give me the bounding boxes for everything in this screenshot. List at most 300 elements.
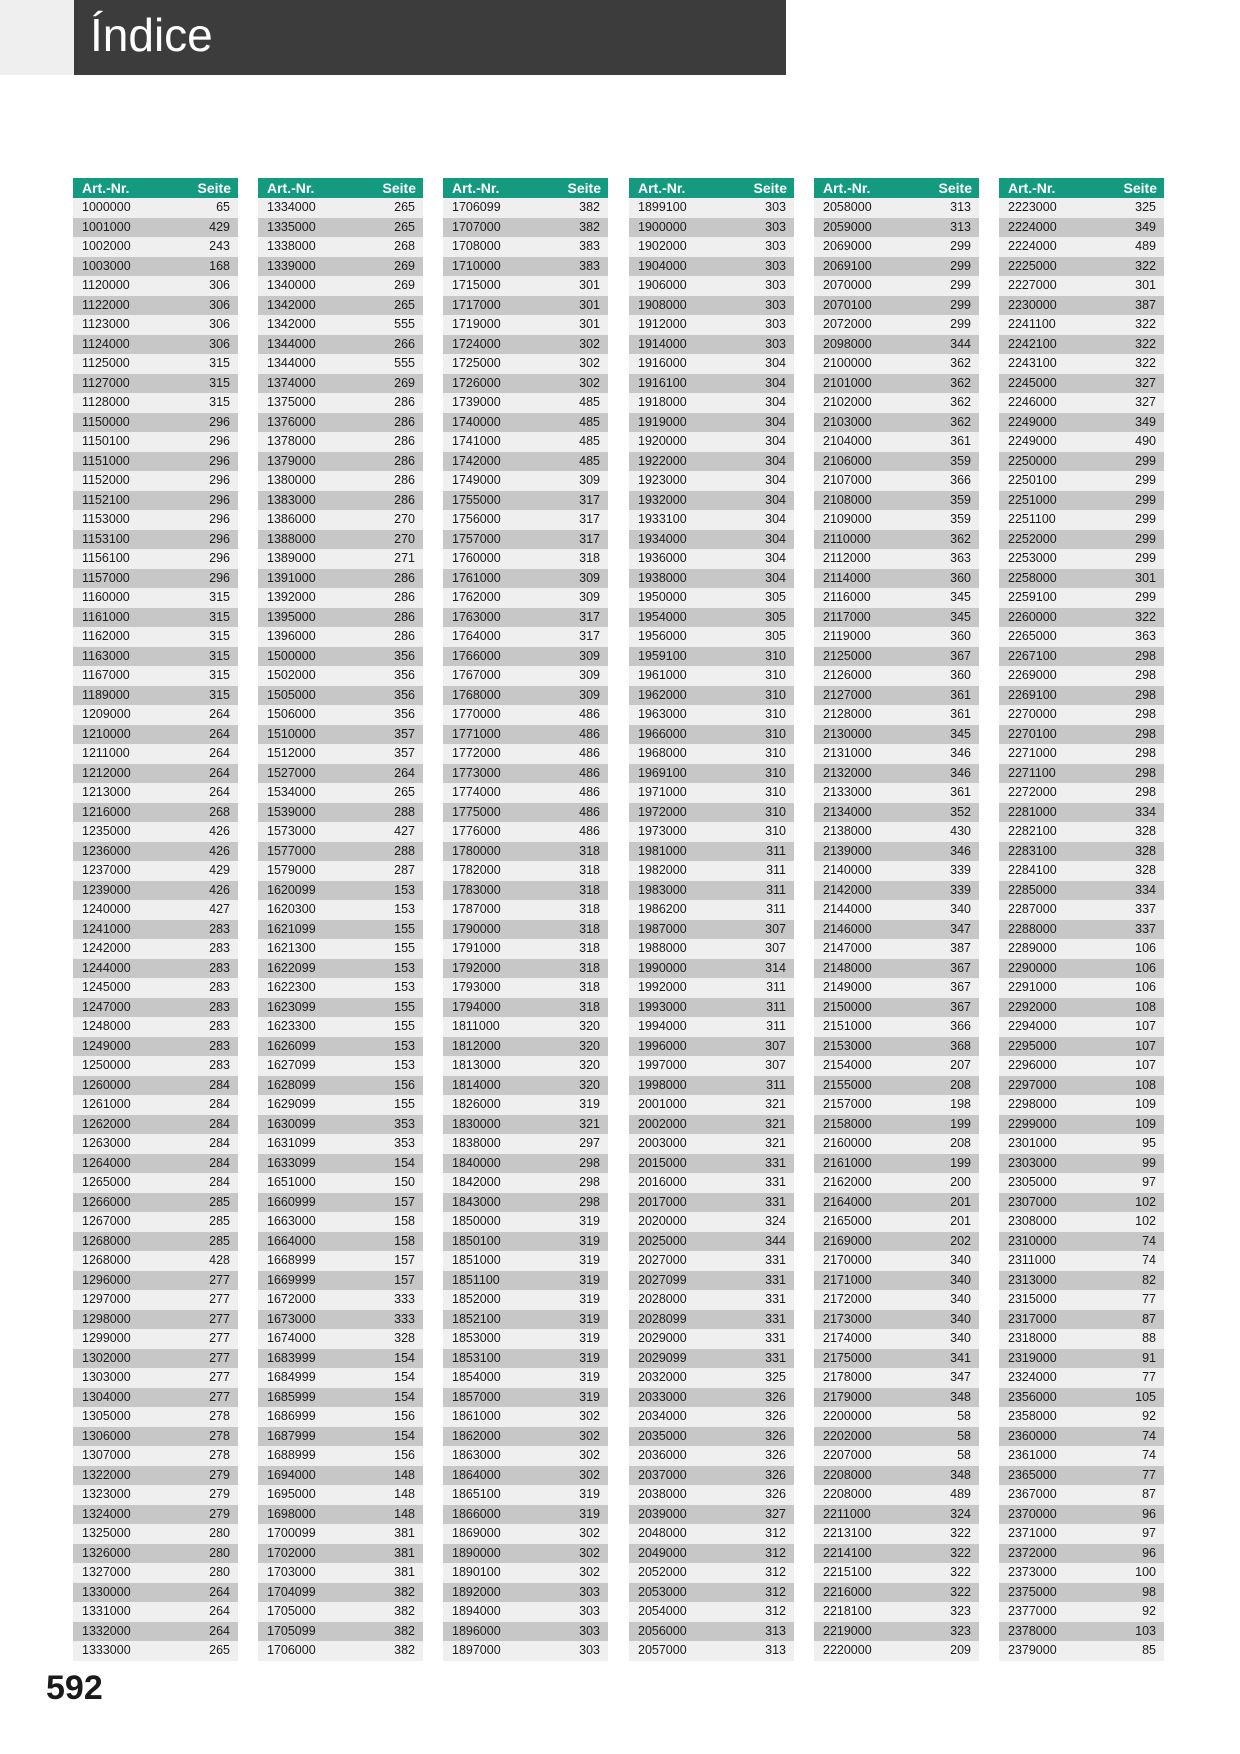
- art-nr-cell: 2028099: [638, 1311, 687, 1326]
- art-nr-cell: 1830000: [452, 1116, 501, 1131]
- table-row: [73, 939, 238, 959]
- art-nr-cell: 1933100: [638, 512, 687, 526]
- seite-cell: 307: [765, 941, 786, 955]
- table-row: [814, 1154, 979, 1174]
- table-row: [258, 978, 423, 998]
- table-row: [999, 257, 1164, 277]
- table-row: [443, 861, 608, 881]
- table-row: [73, 822, 238, 842]
- seite-cell: 304: [765, 512, 786, 526]
- table-row: [73, 1115, 238, 1135]
- table-row: [73, 237, 238, 257]
- seite-cell: 277: [209, 1272, 230, 1287]
- seite-cell: 319: [579, 1506, 600, 1521]
- seite-cell: 284: [209, 1155, 230, 1170]
- art-nr-cell: 2116000: [823, 590, 871, 604]
- table-row: [629, 471, 794, 491]
- index-column: [258, 178, 423, 1661]
- art-nr-cell: 2027000: [638, 1253, 687, 1267]
- art-nr-cell: 2208000: [823, 1467, 872, 1482]
- art-nr-cell: 2285000: [1008, 882, 1057, 897]
- art-nr-cell: 1250000: [82, 1058, 131, 1072]
- table-row: [999, 1641, 1164, 1661]
- table-row: [443, 744, 608, 764]
- seite-cell: 283: [209, 1038, 230, 1053]
- seite-cell: 322: [1135, 317, 1156, 331]
- seite-cell: 315: [209, 590, 230, 604]
- table-row: [443, 510, 608, 530]
- table-row: [999, 803, 1164, 823]
- seite-cell: 158: [394, 1214, 415, 1228]
- art-nr-cell: 2305000: [1008, 1175, 1057, 1189]
- seite-cell: 310: [765, 824, 786, 838]
- table-row: [258, 1173, 423, 1193]
- art-nr-header: Art.-Nr.: [823, 180, 871, 196]
- table-row: [999, 1115, 1164, 1135]
- table-row: [258, 276, 423, 296]
- art-nr-cell: 2057000: [638, 1643, 687, 1657]
- table-row: [73, 764, 238, 784]
- art-nr-cell: 2150000: [823, 999, 872, 1014]
- table-row: [258, 822, 423, 842]
- art-nr-cell: 1153000: [82, 512, 130, 526]
- art-nr-cell: 1674000: [267, 1331, 316, 1345]
- art-nr-cell: 2017000: [638, 1194, 687, 1209]
- table-row: [629, 744, 794, 764]
- seite-cell: 153: [394, 1038, 415, 1053]
- seite-cell: 298: [1135, 687, 1156, 702]
- art-nr-cell: 1342000: [267, 317, 316, 331]
- art-nr-cell: 1626099: [267, 1038, 316, 1053]
- art-nr-cell: 1621300: [267, 941, 316, 955]
- table-row: [258, 1602, 423, 1622]
- art-nr-cell: 1704099: [267, 1584, 316, 1599]
- art-nr-cell: 2158000: [823, 1116, 872, 1131]
- table-row: [443, 491, 608, 511]
- art-nr-cell: 2282100: [1008, 824, 1057, 838]
- table-row: [814, 491, 979, 511]
- seite-cell: 304: [765, 356, 786, 370]
- art-nr-cell: 1380000: [267, 473, 316, 487]
- table-row: [814, 452, 979, 472]
- table-row: [814, 725, 979, 745]
- table-row: [443, 1602, 608, 1622]
- table-row: [73, 959, 238, 979]
- art-nr-cell: 1954000: [638, 609, 687, 624]
- art-nr-cell: 1956000: [638, 629, 687, 643]
- table-row: [999, 1524, 1164, 1544]
- seite-cell: 302: [579, 1409, 600, 1423]
- art-nr-cell: 2241100: [1008, 317, 1056, 331]
- art-nr-cell: 1296000: [82, 1272, 131, 1287]
- art-nr-cell: 1003000: [82, 258, 131, 273]
- table-row: [443, 1232, 608, 1252]
- art-nr-cell: 2207000: [823, 1448, 872, 1462]
- seite-cell: 345: [950, 726, 971, 741]
- art-nr-cell: 2104000: [823, 434, 872, 448]
- table-row: [814, 1173, 979, 1193]
- art-nr-cell: 1573000: [267, 824, 316, 838]
- seite-cell: 381: [394, 1526, 415, 1540]
- seite-cell: 489: [950, 1487, 971, 1501]
- art-nr-cell: 2303000: [1008, 1155, 1057, 1170]
- seite-cell: 331: [765, 1175, 786, 1189]
- table-row: [999, 374, 1164, 394]
- seite-cell: 359: [950, 512, 971, 526]
- seite-cell: 381: [394, 1565, 415, 1579]
- seite-cell: 318: [579, 843, 600, 858]
- header-bar: [74, 0, 786, 75]
- art-nr-cell: 1938000: [638, 570, 687, 585]
- seite-cell: 322: [950, 1526, 971, 1540]
- seite-cell: 74: [1142, 1448, 1156, 1462]
- art-nr-cell: 1342000: [267, 297, 316, 312]
- table-row: [629, 510, 794, 530]
- seite-cell: 427: [209, 902, 230, 916]
- art-nr-cell: 1998000: [638, 1077, 687, 1092]
- seite-cell: 286: [394, 414, 415, 429]
- seite-cell: 307: [765, 921, 786, 936]
- art-nr-cell: 1843000: [452, 1194, 501, 1209]
- table-row: [999, 1076, 1164, 1096]
- seite-cell: 303: [765, 200, 786, 214]
- seite-cell: 485: [579, 414, 600, 429]
- art-nr-cell: 1303000: [82, 1370, 131, 1384]
- art-nr-cell: 1920000: [638, 434, 687, 448]
- seite-cell: 283: [209, 1058, 230, 1072]
- seite-cell: 327: [1135, 395, 1156, 409]
- table-row: [814, 549, 979, 569]
- seite-cell: 426: [209, 882, 230, 897]
- art-nr-cell: 1987000: [638, 921, 687, 936]
- table-row: [258, 257, 423, 277]
- table-row: [73, 647, 238, 667]
- table-row: [629, 335, 794, 355]
- table-row: [73, 1154, 238, 1174]
- art-nr-cell: 1386000: [267, 512, 316, 526]
- table-row: [73, 1641, 238, 1661]
- table-row: [629, 1095, 794, 1115]
- art-nr-cell: 2134000: [823, 804, 872, 819]
- seite-cell: 340: [950, 1253, 971, 1267]
- art-nr-cell: 1760000: [452, 551, 501, 565]
- seite-cell: 74: [1142, 1233, 1156, 1248]
- art-nr-cell: 1623099: [267, 999, 316, 1014]
- art-nr-cell: 2162000: [823, 1175, 872, 1189]
- seite-cell: 279: [209, 1487, 230, 1501]
- table-row: [258, 1544, 423, 1564]
- art-nr-cell: 2251000: [1008, 492, 1057, 507]
- art-nr-cell: 2069000: [823, 239, 872, 253]
- seite-cell: 279: [209, 1467, 230, 1482]
- table-row: [443, 1154, 608, 1174]
- seite-cell: 324: [765, 1214, 786, 1228]
- seite-cell: 298: [1135, 746, 1156, 760]
- seite-cell: 352: [950, 804, 971, 819]
- art-nr-cell: 1685999: [267, 1389, 316, 1404]
- seite-cell: 321: [765, 1116, 786, 1131]
- table-row: [629, 666, 794, 686]
- table-row: [999, 725, 1164, 745]
- table-row: [999, 1407, 1164, 1427]
- table-row: [999, 978, 1164, 998]
- art-nr-cell: 2218100: [823, 1604, 872, 1618]
- table-row: [258, 1154, 423, 1174]
- art-nr-cell: 2025000: [638, 1233, 687, 1248]
- art-nr-cell: 1776000: [452, 824, 501, 838]
- seite-cell: 301: [1135, 570, 1156, 585]
- art-nr-cell: 2319000: [1008, 1350, 1057, 1365]
- table-row: [73, 1193, 238, 1213]
- table-row: [443, 335, 608, 355]
- seite-cell: 296: [209, 492, 230, 507]
- table-row: [73, 861, 238, 881]
- table-row: [814, 978, 979, 998]
- art-nr-cell: 1002000: [82, 239, 131, 253]
- table-row: [258, 1056, 423, 1076]
- table-row: [443, 315, 608, 335]
- seite-cell: 155: [394, 1097, 415, 1111]
- table-row: [73, 686, 238, 706]
- table-row: [443, 452, 608, 472]
- column-header: [443, 178, 608, 198]
- seite-cell: 383: [579, 258, 600, 273]
- art-nr-cell: 1152000: [82, 473, 130, 487]
- table-row: [73, 510, 238, 530]
- art-nr-cell: 1787000: [452, 902, 501, 916]
- art-nr-cell: 1125000: [82, 356, 130, 370]
- table-row: [814, 1134, 979, 1154]
- art-nr-cell: 1919000: [638, 414, 687, 429]
- art-nr-cell: 1579000: [267, 863, 316, 877]
- seite-cell: 357: [394, 746, 415, 760]
- table-row: [443, 764, 608, 784]
- table-row: [629, 705, 794, 725]
- table-row: [629, 1251, 794, 1271]
- seite-cell: 311: [766, 980, 786, 994]
- art-nr-cell: 1539000: [267, 804, 316, 819]
- seite-cell: 309: [579, 648, 600, 663]
- seite-cell: 317: [579, 512, 600, 526]
- table-row: [814, 1388, 979, 1408]
- table-row: [443, 198, 608, 218]
- seite-cell: 367: [950, 960, 971, 975]
- table-row: [73, 1583, 238, 1603]
- seite-cell: 310: [765, 804, 786, 819]
- table-row: [258, 881, 423, 901]
- art-nr-cell: 1906000: [638, 278, 687, 292]
- table-row: [814, 276, 979, 296]
- art-nr-cell: 1383000: [267, 492, 316, 507]
- table-row: [443, 686, 608, 706]
- art-nr-cell: 1241000: [82, 921, 131, 936]
- art-nr-cell: 2317000: [1008, 1311, 1057, 1326]
- art-nr-cell: 1972000: [638, 804, 687, 819]
- seite-cell: 344: [765, 1233, 786, 1248]
- table-row: [999, 1505, 1164, 1525]
- table-row: [629, 998, 794, 1018]
- art-nr-cell: 1864000: [452, 1467, 501, 1482]
- seite-cell: 286: [394, 590, 415, 604]
- seite-header: Seite: [197, 180, 231, 196]
- seite-cell: 322: [1135, 609, 1156, 624]
- seite-cell: 326: [765, 1448, 786, 1462]
- seite-cell: 315: [209, 648, 230, 663]
- art-nr-cell: 1770000: [452, 707, 501, 721]
- art-nr-header: Art.-Nr.: [452, 180, 500, 196]
- seite-cell: 154: [394, 1428, 415, 1443]
- table-row: [629, 530, 794, 550]
- table-row: [814, 335, 979, 355]
- seite-cell: 279: [209, 1506, 230, 1521]
- table-row: [73, 1173, 238, 1193]
- table-row: [443, 1212, 608, 1232]
- seite-cell: 157: [394, 1272, 415, 1287]
- art-nr-cell: 1852100: [452, 1311, 501, 1326]
- art-nr-cell: 1167000: [82, 668, 130, 682]
- seite-cell: 318: [579, 921, 600, 936]
- art-nr-cell: 2101000: [823, 375, 872, 390]
- art-nr-cell: 1813000: [452, 1058, 501, 1072]
- art-nr-cell: 1505000: [267, 687, 316, 702]
- table-row: [814, 1485, 979, 1505]
- seite-cell: 298: [1135, 707, 1156, 721]
- table-row: [258, 647, 423, 667]
- art-nr-cell: 2179000: [823, 1389, 872, 1404]
- art-nr-cell: 1237000: [82, 863, 131, 877]
- art-nr-cell: 2223000: [1008, 200, 1057, 214]
- seite-cell: 319: [579, 1487, 600, 1501]
- table-row: [73, 1212, 238, 1232]
- art-nr-cell: 1156100: [82, 551, 130, 565]
- art-nr-cell: 1993000: [638, 999, 687, 1014]
- seite-cell: 326: [765, 1428, 786, 1443]
- seite-cell: 283: [209, 941, 230, 955]
- seite-cell: 154: [394, 1389, 415, 1404]
- art-nr-cell: 1124000: [82, 336, 130, 351]
- art-nr-cell: 1686999: [267, 1409, 316, 1423]
- art-nr-cell: 1762000: [452, 590, 501, 604]
- art-nr-cell: 1863000: [452, 1448, 501, 1462]
- art-nr-cell: 2015000: [638, 1155, 687, 1170]
- art-nr-cell: 1150000: [82, 414, 130, 429]
- art-nr-cell: 1740000: [452, 414, 501, 429]
- seite-cell: 157: [394, 1253, 415, 1267]
- seite-cell: 340: [950, 902, 971, 916]
- table-row: [814, 510, 979, 530]
- seite-cell: 317: [579, 492, 600, 507]
- seite-cell: 304: [765, 453, 786, 468]
- art-nr-cell: 2252000: [1008, 531, 1057, 546]
- table-row: [629, 432, 794, 452]
- table-row: [258, 1115, 423, 1135]
- seite-cell: 269: [394, 278, 415, 292]
- table-row: [258, 842, 423, 862]
- table-row: [443, 1017, 608, 1037]
- art-nr-cell: 1264000: [82, 1155, 131, 1170]
- seite-cell: 296: [209, 434, 230, 448]
- art-nr-cell: 1391000: [267, 570, 316, 585]
- table-row: [73, 569, 238, 589]
- art-nr-cell: 2243100: [1008, 356, 1057, 370]
- table-row: [629, 1056, 794, 1076]
- seite-cell: 299: [950, 317, 971, 331]
- seite-cell: 95: [1142, 1136, 1156, 1150]
- table-row: [73, 1388, 238, 1408]
- seite-cell: 331: [765, 1350, 786, 1365]
- seite-cell: 96: [1142, 1545, 1156, 1560]
- art-nr-cell: 1771000: [452, 726, 501, 741]
- seite-cell: 326: [765, 1467, 786, 1482]
- art-nr-cell: 1741000: [452, 434, 501, 448]
- art-nr-cell: 2128000: [823, 707, 872, 721]
- seite-cell: 319: [579, 1272, 600, 1287]
- table-row: [629, 1037, 794, 1057]
- index-column: [443, 178, 608, 1661]
- art-nr-cell: 1780000: [452, 843, 501, 858]
- seite-cell: 361: [950, 434, 971, 448]
- art-nr-cell: 1374000: [267, 375, 316, 390]
- seite-cell: 283: [209, 1019, 230, 1033]
- art-nr-cell: 1388000: [267, 531, 316, 546]
- table-row: [443, 783, 608, 803]
- art-nr-cell: 1325000: [82, 1526, 131, 1540]
- art-nr-cell: 2297000: [1008, 1077, 1057, 1092]
- table-row: [814, 1329, 979, 1349]
- art-nr-cell: 1500000: [267, 648, 316, 663]
- table-row: [443, 920, 608, 940]
- table-row: [999, 510, 1164, 530]
- art-nr-cell: 2036000: [638, 1448, 687, 1462]
- table-row: [629, 1407, 794, 1427]
- art-nr-cell: 1694000: [267, 1467, 316, 1482]
- table-row: [814, 920, 979, 940]
- art-nr-cell: 2175000: [823, 1350, 872, 1365]
- art-nr-cell: 1631099: [267, 1136, 316, 1150]
- table-row: [258, 1134, 423, 1154]
- seite-cell: 277: [209, 1331, 230, 1345]
- art-nr-cell: 1994000: [638, 1019, 687, 1033]
- seite-cell: 269: [394, 375, 415, 390]
- table-row: [629, 959, 794, 979]
- seite-cell: 428: [209, 1253, 230, 1267]
- art-nr-cell: 2053000: [638, 1584, 687, 1599]
- table-row: [443, 978, 608, 998]
- seite-cell: 356: [394, 668, 415, 682]
- art-nr-cell: 1248000: [82, 1019, 131, 1033]
- table-row: [629, 627, 794, 647]
- seite-cell: 298: [1135, 765, 1156, 780]
- art-nr-cell: 2178000: [823, 1370, 872, 1384]
- seite-cell: 320: [579, 1058, 600, 1072]
- seite-cell: 427: [394, 824, 415, 838]
- table-row: [443, 881, 608, 901]
- art-nr-cell: 2358000: [1008, 1409, 1057, 1423]
- seite-cell: 322: [950, 1584, 971, 1599]
- art-nr-cell: 1630099: [267, 1116, 316, 1131]
- art-nr-cell: 2227000: [1008, 278, 1057, 292]
- art-nr-cell: 1862000: [452, 1428, 501, 1443]
- seite-cell: 347: [950, 921, 971, 936]
- table-row: [999, 393, 1164, 413]
- seite-cell: 284: [209, 1136, 230, 1150]
- seite-cell: 341: [950, 1350, 971, 1365]
- table-row: [258, 627, 423, 647]
- art-nr-cell: 1668999: [267, 1253, 316, 1267]
- seite-cell: 310: [765, 726, 786, 741]
- seite-cell: 344: [950, 336, 971, 351]
- table-row: [443, 900, 608, 920]
